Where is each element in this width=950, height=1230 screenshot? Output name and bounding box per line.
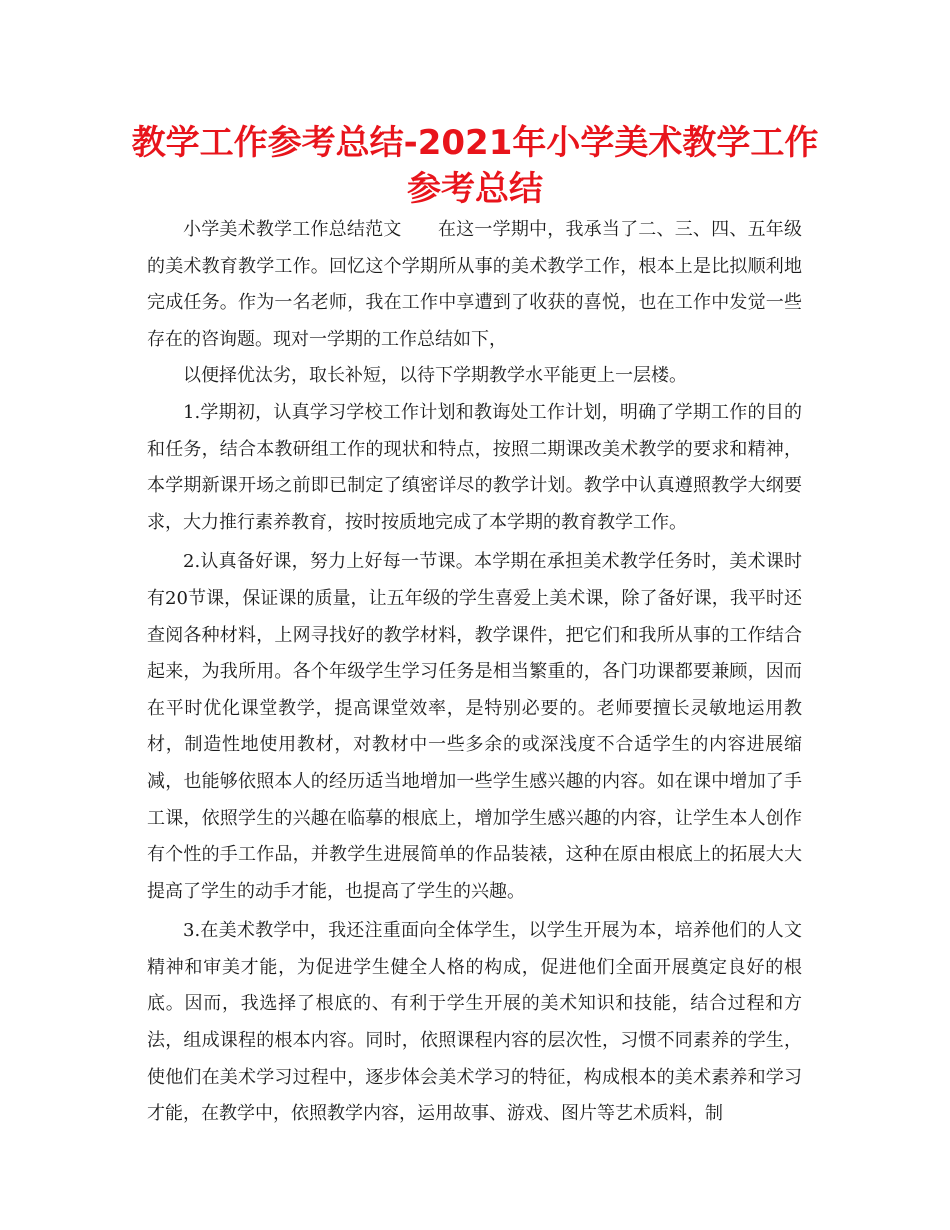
paragraph-intro-continued: 以便择优汰劣，取长补短，以待下学期教学水平能更上一层楼。	[183, 365, 687, 387]
paragraph-item-2: 2.认真备好课，努力上好每一节课。本学期在承担美术教学任务时，美术课时有20节课，保证课的质量，让五年级的学生喜爱上美术课，除了备好课，我平时还查阅各种材料，上网寻找好的教学材料，教学课件，把它们和我所从事的工作结合起来，为我所用。各个年级学生学习任务是相当繁重的，各门功课都要兼顾，因而在平时优化课堂教学，提高课堂效率，是特别必要的。老师要擅长灵敏地运用教材，制造性地使用教材，对教材中一些多余的或深浅度不合适学生的内容进展缩减，也能够依照本人的经历适当地增加一些学生感兴趣的内容。如在课中增加了手工课，依照学生的兴趣在临摹的根底上，增加学生感兴趣的内容，让学生本人创作有个性的手工作品，并教学生进展简单的作品装裱，这种在原由根底上的拓展大大提高了学生的动手才能，也提高了学生的兴趣。	[147, 551, 802, 902]
document-body	[147, 212, 802, 1133]
paragraph-intro: 小学美术教学工作总结范文 在这一学期中，我承当了二、三、四、五年级的美术教育教学工作。回忆这个学期所从事的美术教学工作，根本上是比拟顺利地完成任务。作为一名老师，我在工作中享遭到了收获的喜悦，也在工作中发觉一些存在的咨询题。现对一学期的工作总结如下，	[147, 219, 802, 350]
paragraph-item-1: 1.学期初，认真学习学校工作计划和教诲处工作计划，明确了学期工作的目的和任务，结合本教研组工作的现状和特点，按照二期课改美术教学的要求和精神，本学期新课开场之前即已制定了缜密详尽的教学计划。教学中认真遵照教学大纲要求，大力推行素养教育，按时按质地完成了本学期的教育教学工作。	[147, 401, 802, 533]
paragraph-item-3: 3.在美术教学中，我还注重面向全体学生，以学生开展为本，培养他们的人文精神和审美才能，为促进学生健全人格的构成，促进他们全面开展奠定良好的根底。因而，我选择了根底的、有利于学生开展的美术知识和技能，结合过程和方法，组成课程的根本内容。同时，依照课程内容的层次性，习惯不同素养的学生，使他们在美术学习过程中，逐步体会美术学习的特征，构成根本的美术素养和学习才能，在教学中，依照教学内容，运用故事、游戏、图片等艺术质料，制	[147, 920, 802, 1125]
document-title: 教学工作参考总结-2021年小学美术教学工作参考总结	[131, 123, 819, 209]
